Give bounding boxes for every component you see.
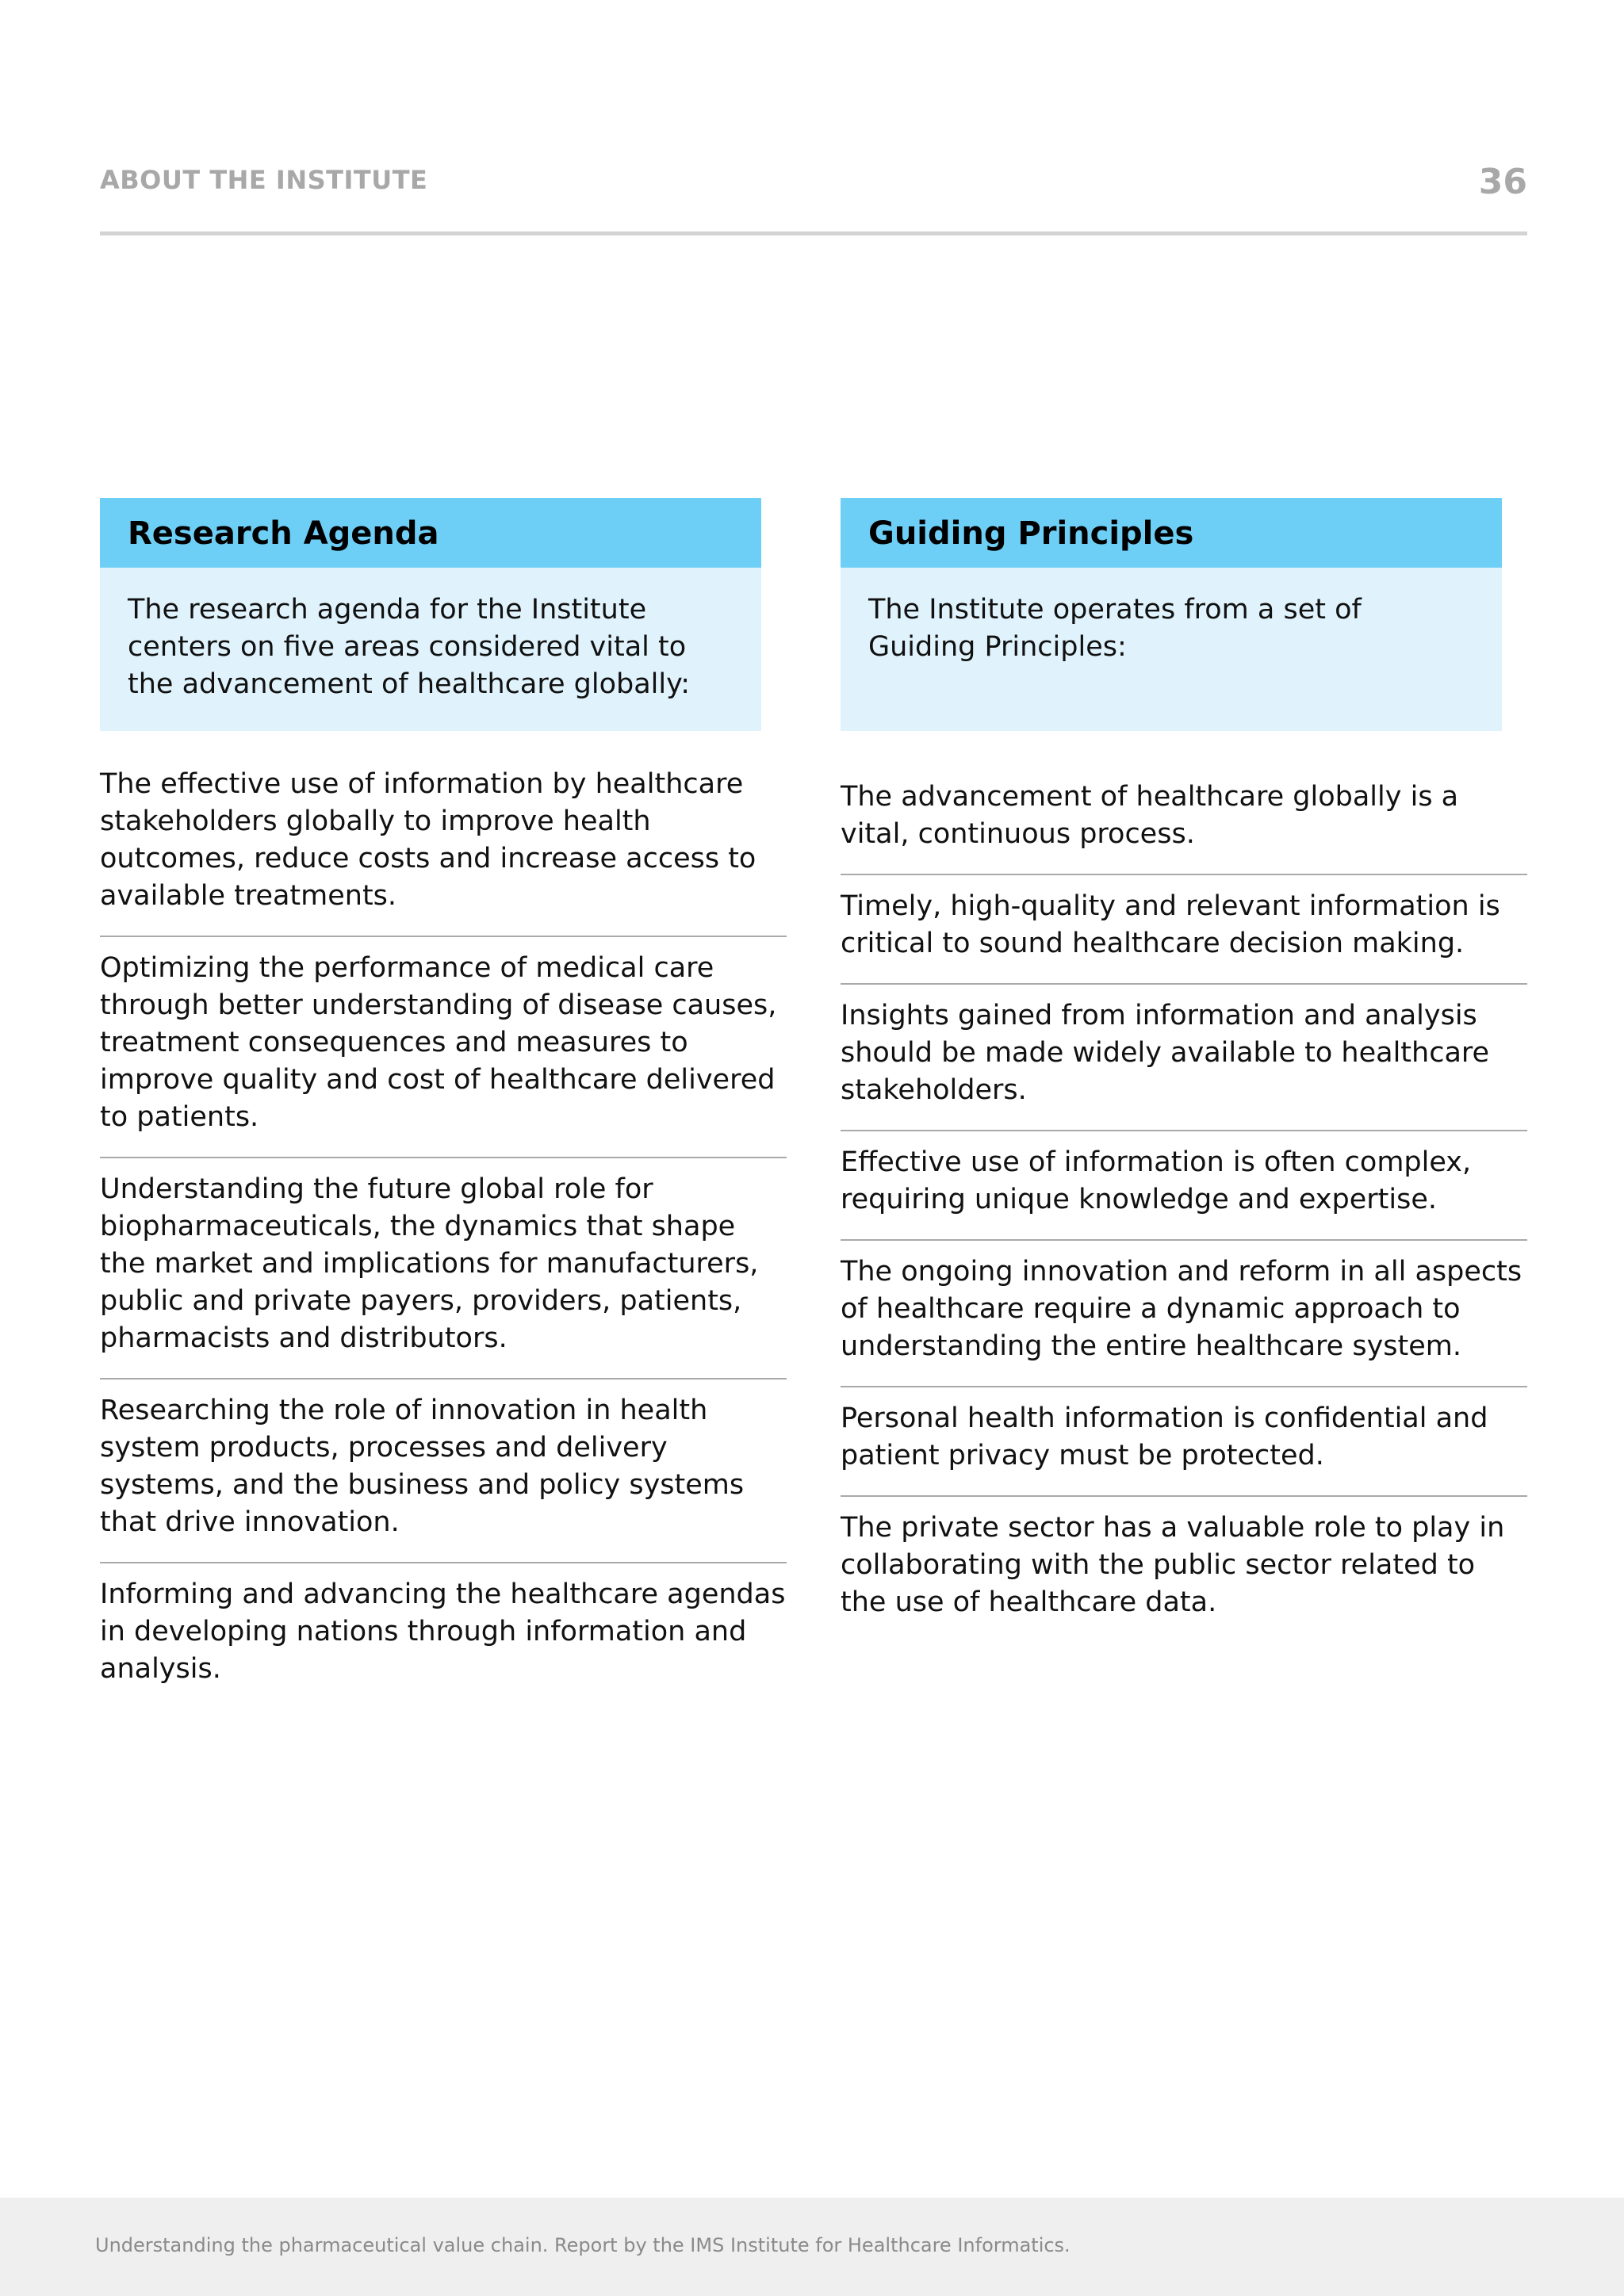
guiding-principles-title: Guiding Principles	[841, 498, 1502, 568]
guiding-principle-item: Insights gained from information and analysis should be made widely available to healthcare stakeholders.	[841, 985, 1527, 1131]
page-header	[100, 155, 1527, 235]
guiding-principle-item: The private sector has a valuable role to play in collaborating with the public sector related to the use of healthcare data.	[841, 1512, 1505, 1618]
guiding-principle-item: Timely, high-quality and relevant information is critical to sound healthcare decision making.	[841, 875, 1527, 985]
section-label: ABOUT THE INSTITUTE	[100, 165, 428, 195]
research-agenda-title: Research Agenda	[100, 498, 761, 568]
research-agenda-item: Researching the role of innovation in health system products, processes and delivery systems, and the business and policy systems that drive innovation.	[100, 1380, 787, 1563]
research-agenda-list	[100, 766, 787, 1709]
research-agenda-item: Optimizing the performance of medical care through better understanding of disease causes, treatment consequences and measures to improve quality and cost of healthcare delivered to patients.	[100, 937, 787, 1158]
research-agenda-intro: The research agenda for the Institute centers on five areas considered vital to the advancement of healthcare globally:	[100, 568, 761, 731]
page-footer	[0, 2198, 1624, 2296]
guiding-principle-item: Personal health information is confidential and patient privacy must be protected.	[841, 1387, 1527, 1497]
guiding-principle-item: The advancement of healthcare globally is a vital, continuous process.	[841, 779, 1527, 875]
research-agenda-item: Understanding the future global role for biopharmaceuticals, the dynamics that shape the market and implications for manufacturers, public and private payers, providers, patients, pharmacists and distributors.	[100, 1158, 787, 1380]
guiding-principles-column	[841, 498, 1527, 1642]
guiding-principle-item: The ongoing innovation and reform in all aspects of healthcare require a dynamic approach to understanding the entire healthcare system.	[841, 1241, 1527, 1387]
guiding-principles-list	[841, 779, 1527, 1642]
guiding-principle-item: Effective use of information is often complex, requiring unique knowledge and expertise.	[841, 1131, 1527, 1241]
research-agenda-column	[100, 498, 787, 1709]
research-agenda-item: The effective use of information by healthcare stakeholders globally to improve health outcomes, reduce costs and increase access to available treatments.	[100, 766, 787, 937]
research-agenda-item: Informing and advancing the healthcare agendas in developing nations through information and analysis.	[100, 1578, 786, 1685]
footer-text: Understanding the pharmaceutical value chain. Report by the IMS Institute for Healthcare Informatics.	[95, 2234, 1071, 2256]
page-number: 36	[1478, 162, 1527, 202]
guiding-principles-intro: The Institute operates from a set of Guiding Principles:	[841, 568, 1502, 731]
